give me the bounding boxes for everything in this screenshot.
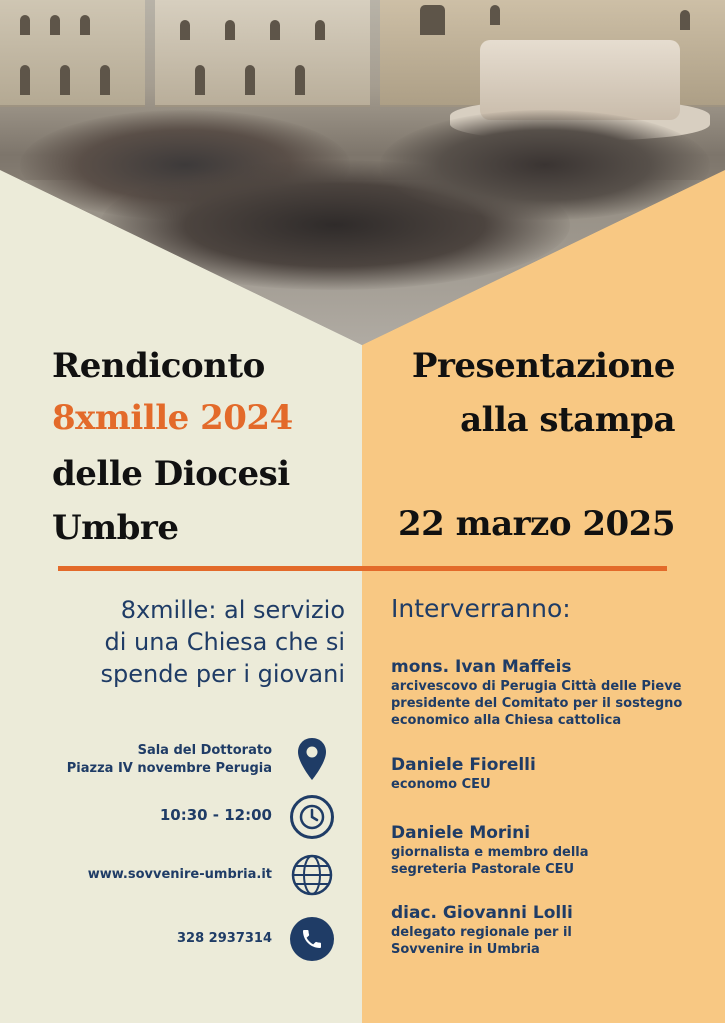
title-line-3: delle Diocesi (52, 454, 290, 494)
speaker-name: Daniele Fiorelli (391, 755, 536, 775)
title-line-4: Umbre (52, 508, 179, 548)
event-date: 22 marzo 2025 (397, 504, 675, 544)
tagline-line: spende per i giovani (100, 660, 345, 688)
location-pin-icon (290, 737, 334, 781)
tagline-line: di una Chiesa che si (104, 628, 345, 656)
speaker (391, 656, 682, 729)
speakers-title: Interverranno: (391, 594, 571, 623)
tagline-line: 8xmille: al servizio (120, 596, 345, 624)
building (0, 0, 145, 107)
website-link[interactable]: www.sovvenire-umbria.it (87, 867, 272, 882)
speaker-role: presidente del Comitato per il sostegno (391, 696, 683, 711)
orange-divider (58, 566, 667, 571)
speaker-name: mons. Ivan Maffeis (391, 657, 572, 677)
tagline (35, 594, 345, 690)
title-line-1: Rendiconto (52, 346, 265, 386)
speaker-role: segreteria Pastorale CEU (391, 862, 575, 877)
speaker (391, 754, 536, 793)
venue-address: Piazza IV novembre Perugia (66, 761, 272, 776)
speaker-name: diac. Giovanni Lolli (391, 903, 573, 923)
fountain (480, 40, 680, 120)
title-line-2: 8xmille 2024 (52, 398, 293, 438)
speaker-role: economo CEU (391, 777, 491, 792)
phone-icon (290, 917, 334, 961)
clock-icon (290, 795, 334, 839)
venue-text (67, 742, 272, 778)
speaker-role: Sovvenire in Umbria (391, 942, 540, 957)
venue-name: Sala del Dottorato (137, 743, 272, 758)
building (155, 0, 370, 107)
press-title-line-1: Presentazione (411, 346, 675, 386)
speaker (391, 902, 573, 958)
event-time: 10:30 - 12:00 (159, 806, 272, 824)
press-title-line-2: alla stampa (460, 400, 675, 440)
globe-icon (290, 853, 334, 897)
phone-number[interactable]: 328 2937314 (177, 931, 272, 946)
speaker-role: economico alla Chiesa cattolica (391, 713, 622, 728)
speaker-role: delegato regionale per il (391, 925, 572, 940)
speaker-role: giornalista e membro della (391, 845, 589, 860)
speaker (391, 822, 589, 878)
speaker-role: arcivescovo di Perugia Città delle Pieve (391, 679, 682, 694)
speaker-name: Daniele Morini (391, 823, 531, 843)
